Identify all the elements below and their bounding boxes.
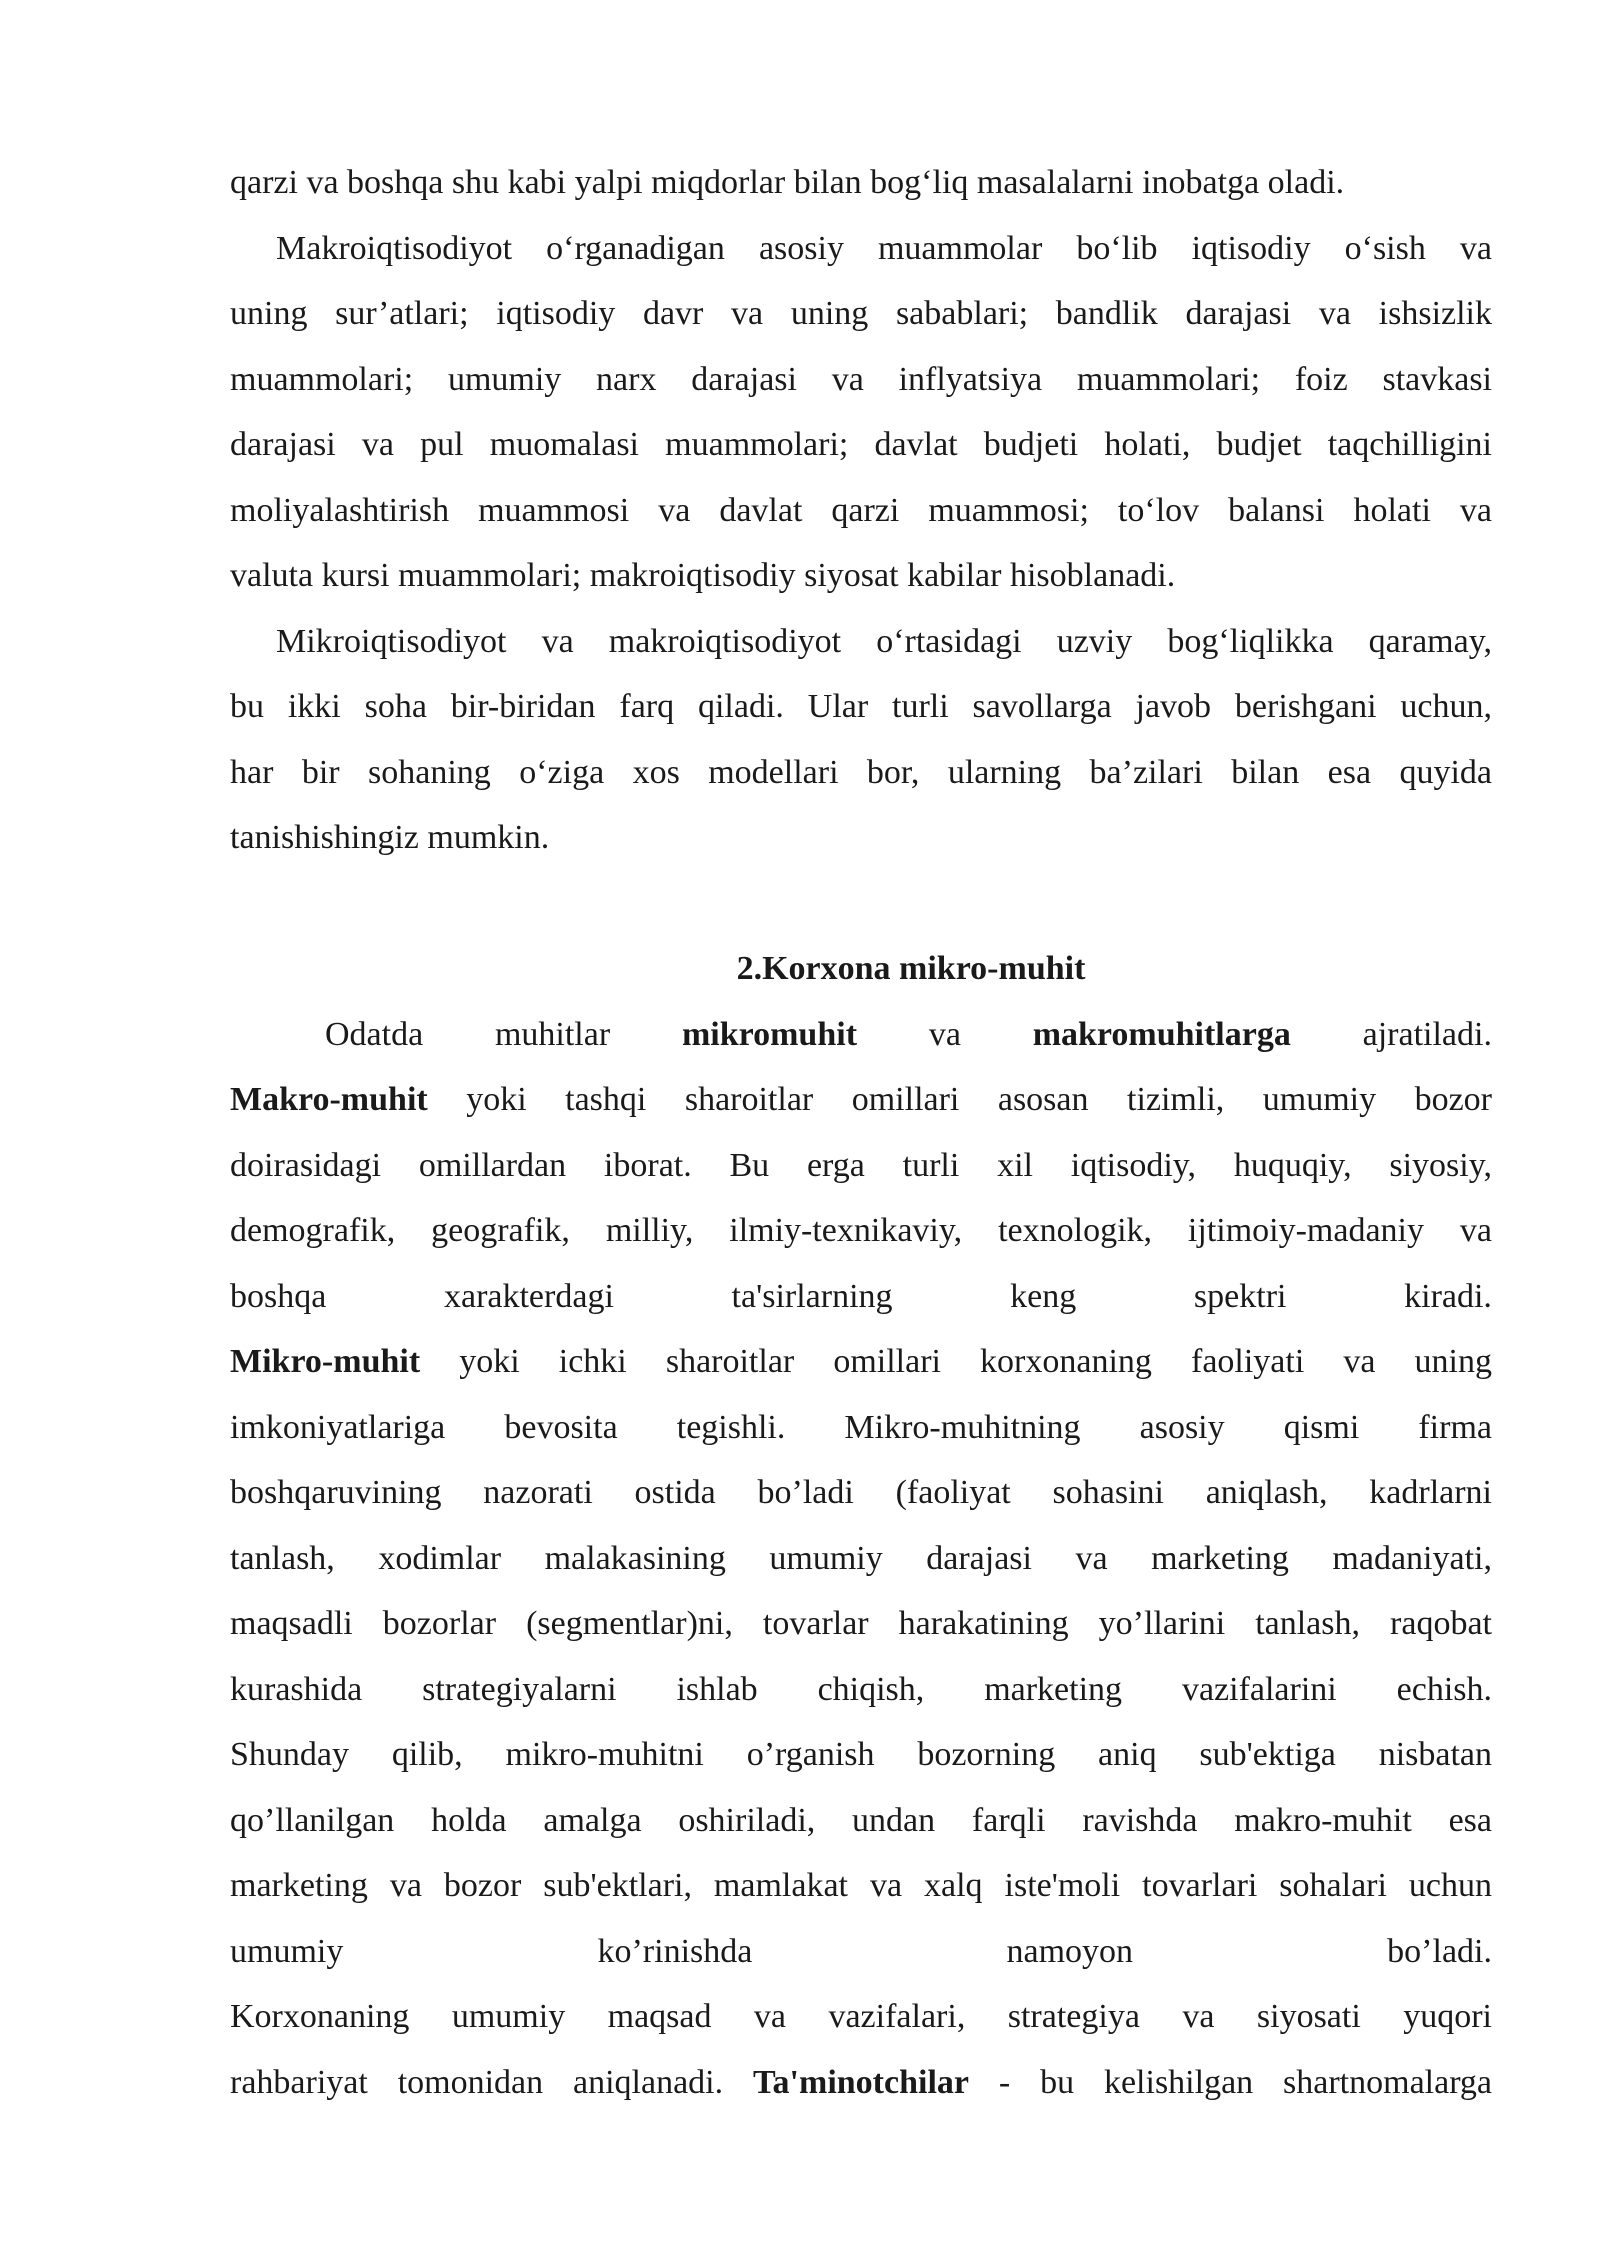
justified-text: qo’llanilgan holda amalga oshiriladi, undan farqli ravishda makro-muhit esa [230, 1801, 1492, 1839]
bold-term: Ta'minotchilar [753, 2063, 969, 2101]
text-line [230, 1133, 1492, 1199]
word: ajratiladi. [1362, 1015, 1492, 1053]
document-page [230, 150, 1492, 2115]
text-line [230, 1722, 1492, 1788]
text-line: qarzi va boshqa shu kabi yalpi miqdorlar bilan bog‘liq masalalarni inobatga oladi. [230, 164, 1345, 201]
word: va [928, 1015, 961, 1053]
text-line [230, 347, 1492, 413]
bold-term: mikromuhit [681, 1015, 858, 1053]
bold-term: Mikro-muhit [230, 1343, 421, 1380]
text-line [230, 1853, 1492, 1919]
text-line [230, 1657, 1492, 1723]
text-line [230, 281, 1492, 347]
word: bo’ladi. [1387, 1932, 1492, 1970]
text-line [230, 674, 1492, 740]
text-run: - bu kelishilgan shartnomalarga [969, 2063, 1493, 2101]
bold-term: Makro-muhit [230, 1081, 428, 1118]
section-heading: 2.Korxona mikro-muhit [736, 950, 1086, 987]
justified-text: maqsadli bozorlar (segmentlar)ni, tovarlar harakatining yo’llarini tanlash, raqobat [230, 1605, 1492, 1642]
word: umumiy [230, 1932, 344, 1970]
justified-text: demografik, geografik, milliy, ilmiy-texnikaviy, texnologik, ijtimoiy-madaniy va [230, 1212, 1492, 1249]
spacer [230, 871, 1492, 937]
justified-text: imkoniyatlariga bevosita tegishli. Mikro-muhitning asosiy qismi firma [230, 1408, 1492, 1446]
justified-text: tanlash, xodimlar malakasining umumiy darajasi va marketing madaniyati, [230, 1539, 1492, 1577]
justified-text: uning sur’atlari; iqtisodiy davr va uning sabablari; bandlik darajasi va ishsizlik [230, 295, 1492, 332]
text-line [230, 1591, 1492, 1657]
word: spektri [1193, 1277, 1287, 1315]
text-line [230, 1198, 1492, 1264]
text-line [230, 1460, 1492, 1526]
word: boshqa [230, 1277, 327, 1315]
justified-text: muammolari; umumiy narx darajasi va inflyatsiya muammolari; foiz stavkasi [230, 360, 1492, 398]
justified-text: har bir sohaning o‘ziga xos modellari bor, ularning ba’zilari bilan esa quyida [230, 753, 1492, 791]
justified-text: bu ikki soha bir-biridan farq qiladi. Ular turli savollarga javob berishgani uchun, [230, 688, 1492, 725]
justified-text: moliyalashtirish muammosi va davlat qarzi muammosi; to‘lov balansi holati va [230, 491, 1492, 529]
justified-text: Shunday qilib, mikro-muhitni o’rganish bozorning aniq sub'ektiga nisbatan [230, 1736, 1492, 1773]
word: muhitlar [494, 1015, 611, 1053]
text-line [230, 1984, 1492, 2050]
text-line [230, 1395, 1492, 1461]
word: ta'sirlarning [731, 1277, 893, 1315]
text-run: yoki ichki sharoitlar omillari korxonaning faoliyati va uning [420, 1343, 1492, 1380]
word: keng [1010, 1277, 1077, 1315]
word: xarakterdagi [443, 1277, 614, 1315]
text-line [230, 1264, 1492, 1330]
text-line [230, 1526, 1492, 1592]
word: namoyon [1006, 1932, 1134, 1970]
text-line: tanishishingiz mumkin. [230, 819, 550, 856]
justified-text: boshqaruvining nazorati ostida bo’ladi (faoliyat sohasini aniqlash, kadrlarni [230, 1474, 1492, 1511]
bold-term: makromuhitlarga [1032, 1015, 1291, 1053]
justified-text: darajasi va pul muomalasi muammolari; davlat budjeti holati, budjet taqchilligini [230, 426, 1492, 463]
text-line [230, 1002, 1492, 1068]
justified-text: Korxonaning umumiy maqsad va vazifalari, strategiya va siyosati yuqori [230, 1998, 1492, 2035]
text-line [230, 1329, 1492, 1395]
text-line [230, 1067, 1492, 1133]
word: Odatda [325, 1015, 424, 1053]
word: kiradi. [1404, 1277, 1492, 1315]
justified-text: Mikroiqtisodiyot va makroiqtisodiyot o‘rtasidagi uzviy bog‘liqlikka qaramay, [276, 622, 1492, 660]
text-line [230, 609, 1492, 675]
text-line [230, 478, 1492, 544]
text-line [230, 216, 1492, 282]
justified-text: kurashida strategiyalarni ishlab chiqish, marketing vazifalarini echish. [230, 1670, 1492, 1708]
justified-text: Makroiqtisodiyot o‘rganadigan asosiy muammolar bo‘lib iqtisodiy o‘sish va [276, 229, 1492, 267]
text-line [230, 2050, 1492, 2116]
text-run: yoki tashqi sharoitlar omillari asosan tizimli, umumiy bozor [427, 1081, 1492, 1118]
text-line [230, 740, 1492, 806]
text-line: valuta kursi muammolari; makroiqtisodiy siyosat kabilar hisoblanadi. [230, 557, 1176, 594]
text-line [230, 412, 1492, 478]
text-line [230, 1788, 1492, 1854]
justified-text: doirasidagi omillardan iborat. Bu erga turli xil iqtisodiy, huquqiy, siyosiy, [230, 1146, 1492, 1184]
word: ko’rinishda [597, 1932, 753, 1970]
justified-text: marketing va bozor sub'ektlari, mamlakat va xalq iste'moli tovarlari sohalari uchun [230, 1867, 1492, 1904]
text-line [230, 1919, 1492, 1985]
text-run: rahbariyat tomonidan aniqlanadi. [230, 2063, 753, 2101]
